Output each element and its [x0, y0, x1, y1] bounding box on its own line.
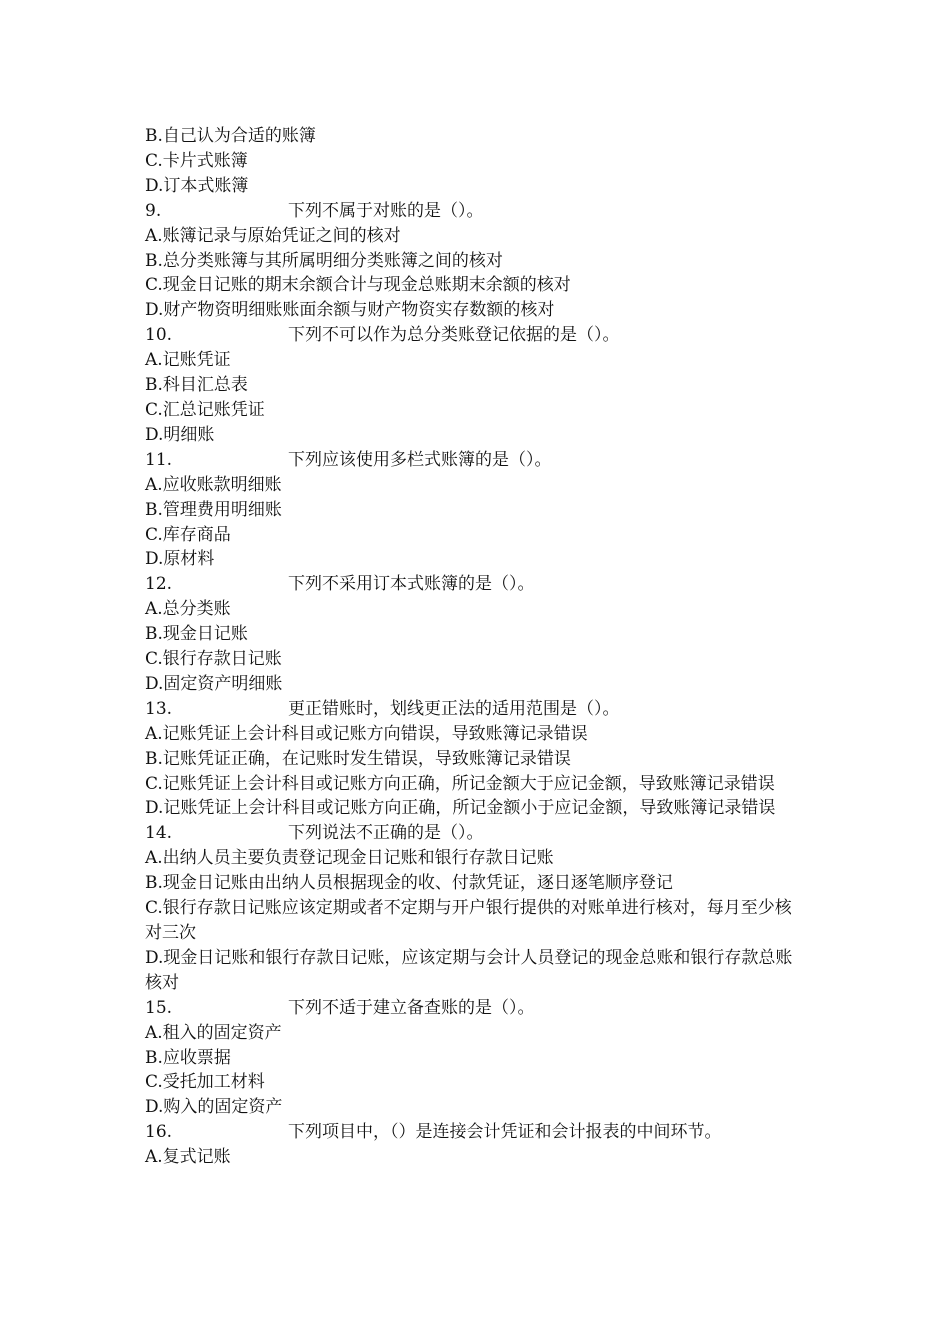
option: D.明细账 [145, 424, 215, 445]
option: A.总分类账 [145, 599, 231, 620]
question-12 [145, 572, 805, 597]
question-number: 12. [145, 574, 173, 595]
question-15 [145, 996, 805, 1021]
option: B.应收票据 [145, 1047, 231, 1068]
question-stem: 下列应该使用多栏式账簿的是（）。 [288, 449, 552, 470]
question-stem: 下列不适于建立备查账的是（）。 [288, 997, 535, 1018]
option: D.固定资产明细账 [145, 673, 283, 694]
question-9 [145, 199, 805, 224]
question-stem: 下列不可以作为总分类账登记依据的是（）。 [288, 325, 620, 346]
option: A.复式记账 [145, 1147, 231, 1168]
option: C.银行存款日记账应该定期或者不定期与开户银行提供的对账单进行核对，每月至少核对三次 [145, 898, 792, 943]
option: B.管理费用明细账 [145, 499, 282, 520]
pre-option: D.订本式账簿 [145, 175, 249, 196]
option: A.记账凭证上会计科目或记账方向错误，导致账簿记录错误 [145, 723, 588, 744]
question-number: 16. [145, 1122, 173, 1143]
option: C.库存商品 [145, 524, 231, 545]
option: B.总分类账簿与其所属明细分类账簿之间的核对 [145, 250, 503, 271]
option: A.应收账款明细账 [145, 474, 282, 495]
option: C.记账凭证上会计科目或记账方向正确，所记金额大于应记金额，导致账簿记录错误 [145, 773, 775, 794]
option: B.记账凭证正确，在记账时发生错误，导致账簿记录错误 [145, 748, 571, 769]
option: D.现金日记账和银行存款日记账，应该定期与会计人员登记的现金总账和银行存款总账核对 [145, 947, 793, 993]
option: A.出纳人员主要负责登记现金日记账和银行存款日记账 [145, 848, 554, 869]
question-stem: 更正错账时，划线更正法的适用范围是（）。 [288, 698, 620, 719]
question-16 [145, 1120, 805, 1145]
option: A.租入的固定资产 [145, 1022, 282, 1043]
question-stem: 下列项目中，（）是连接会计凭证和会计报表的中间环节。 [288, 1122, 722, 1143]
question-number: 13. [145, 698, 173, 719]
option: C.汇总记账凭证 [145, 399, 265, 420]
question-number: 10. [145, 325, 173, 346]
question-13 [145, 697, 805, 722]
question-number: 14. [145, 823, 173, 844]
question-stem: 下列说法不正确的是（）。 [288, 823, 484, 844]
option: A.账簿记录与原始凭证之间的核对 [145, 225, 401, 246]
option: D.原材料 [145, 549, 215, 570]
option: B.科目汇总表 [145, 375, 248, 396]
option: A.记账凭证 [145, 350, 231, 371]
option: C.现金日记账的期末余额合计与现金总账期末余额的核对 [145, 275, 571, 296]
option: B.现金日记账由出纳人员根据现金的收、付款凭证，逐日逐笔顺序登记 [145, 873, 673, 894]
option: C.受托加工材料 [145, 1072, 265, 1093]
option: D.购入的固定资产 [145, 1097, 283, 1118]
question-10 [145, 323, 805, 348]
question-number: 11. [145, 449, 173, 470]
document-page [145, 124, 805, 1170]
question-11 [145, 448, 805, 473]
pre-option: B.自己认为合适的账簿 [145, 126, 316, 146]
option: B.现金日记账 [145, 624, 248, 645]
question-stem: 下列不采用订本式账簿的是（）。 [288, 574, 535, 595]
option: C.银行存款日记账 [145, 649, 282, 670]
option: D.记账凭证上会计科目或记账方向正确，所记金额小于应记金额，导致账簿记录错误 [145, 798, 776, 819]
question-number: 9. [145, 200, 162, 221]
question-number: 15. [145, 997, 173, 1018]
question-14 [145, 821, 805, 846]
pre-option: C.卡片式账簿 [145, 150, 248, 171]
option: D.财产物资明细账账面余额与财产物资实存数额的核对 [145, 300, 555, 321]
question-stem: 下列不属于对账的是（）。 [288, 200, 484, 221]
